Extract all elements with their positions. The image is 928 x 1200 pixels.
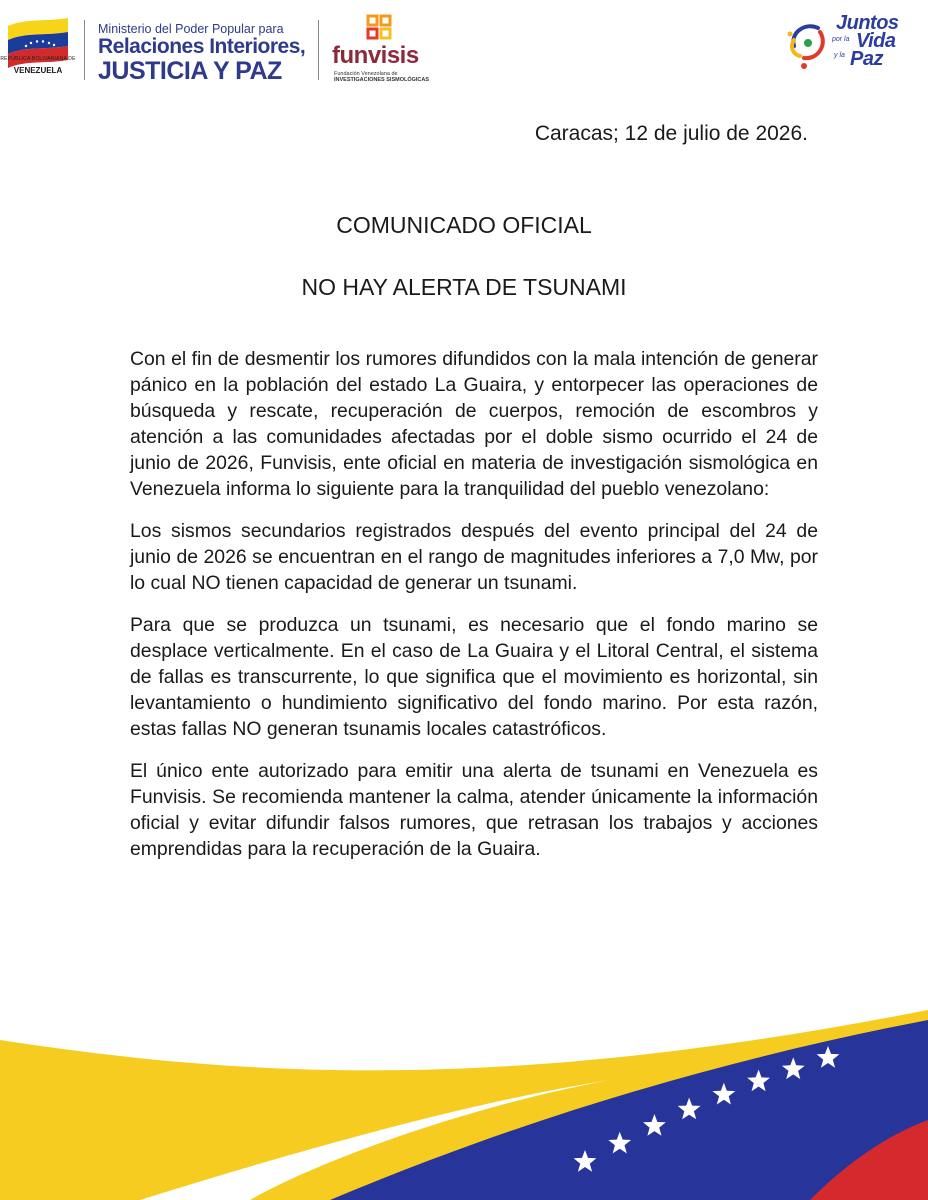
ministry-logo	[98, 22, 308, 84]
document-body	[130, 346, 818, 878]
juntos-logo	[784, 12, 916, 74]
document-subtitle: NO HAY ALERTA DE TSUNAMI	[301, 274, 627, 300]
paragraph: Con el fin de desmentir los rumores difundidos con la mala intención de generar pánico en la población del estado La Guaira, y entorpecer las operaciones de búsqueda y rescate, recuperación de cuerpos, remoción de escombros y atención a las comunidades afectadas por el doble sismo ocurrido el 24 de junio de 2026, Funvisis, ente oficial en materia de investigación sismológica en Venezuela informa lo siguiente para la tranquilidad del pueblo venezolano:	[130, 348, 818, 500]
funvisis-logo	[328, 14, 438, 86]
funvisis-sub-line1: Fundación Venezolana de	[334, 71, 398, 77]
paragraph: El único ente autorizado para emitir una alerta de tsunami en Venezuela es Funvisis. Se recomienda mantener la calma, atender únicamente la información oficial y evitar difundir falsos rumores, que retrasan los trabajos y acciones emprendidas para la recuperación de la Guaira.	[130, 760, 818, 860]
funvisis-subtitle	[334, 71, 434, 83]
letterhead	[0, 0, 928, 100]
funvisis-name: funvisis	[332, 42, 419, 69]
juntos-word3b: Paz	[850, 48, 883, 70]
ministry-line2: Relaciones Interiores,	[98, 35, 306, 58]
flag-caption: REPÚBLICA BOLIVARIANA DE	[0, 56, 76, 62]
header-divider	[318, 20, 319, 80]
juntos-word2b: Vida	[856, 30, 896, 52]
flag-country-label: VENEZUELA	[13, 66, 63, 75]
funvisis-squares-icon	[366, 14, 396, 42]
juntos-word3a: y la	[834, 52, 845, 59]
header-divider	[84, 20, 85, 80]
paragraph: Para que se produzca un tsunami, es necesario que el fondo marino se desplace verticalmente. En el caso de La Guaira y el Litoral Central, el sistema de fallas es transcurrente, lo que significa que el movimiento es horizontal, sin levantamiento o hundimiento significativo del fondo marino. Por esta razón, estas fallas NO generan tsunamis locales catastróficos.	[130, 614, 818, 740]
document-date: Caracas; 12 de julio de 2026.	[534, 122, 808, 145]
juntos-swirl-icon	[784, 16, 830, 70]
paragraph: Los sismos secundarios registrados después del evento principal del 24 de junio de 2026 se encuentran en el rango de magnitudes inferiores a 7,0 Mw, por lo cual NO tienen capacidad de generar un tsunami.	[130, 520, 818, 594]
ministry-line3: JUSTICIA Y PAZ	[98, 57, 282, 85]
juntos-word2a: por la	[832, 36, 850, 43]
funvisis-sub-line2: INVESTIGACIONES SISMOLÓGICAS	[334, 77, 430, 83]
ministry-line1: Ministerio del Poder Popular para	[98, 22, 284, 36]
document-title: COMUNICADO OFICIAL	[336, 212, 592, 238]
juntos-word1: Juntos	[836, 12, 899, 34]
flag-banner	[0, 1010, 928, 1200]
